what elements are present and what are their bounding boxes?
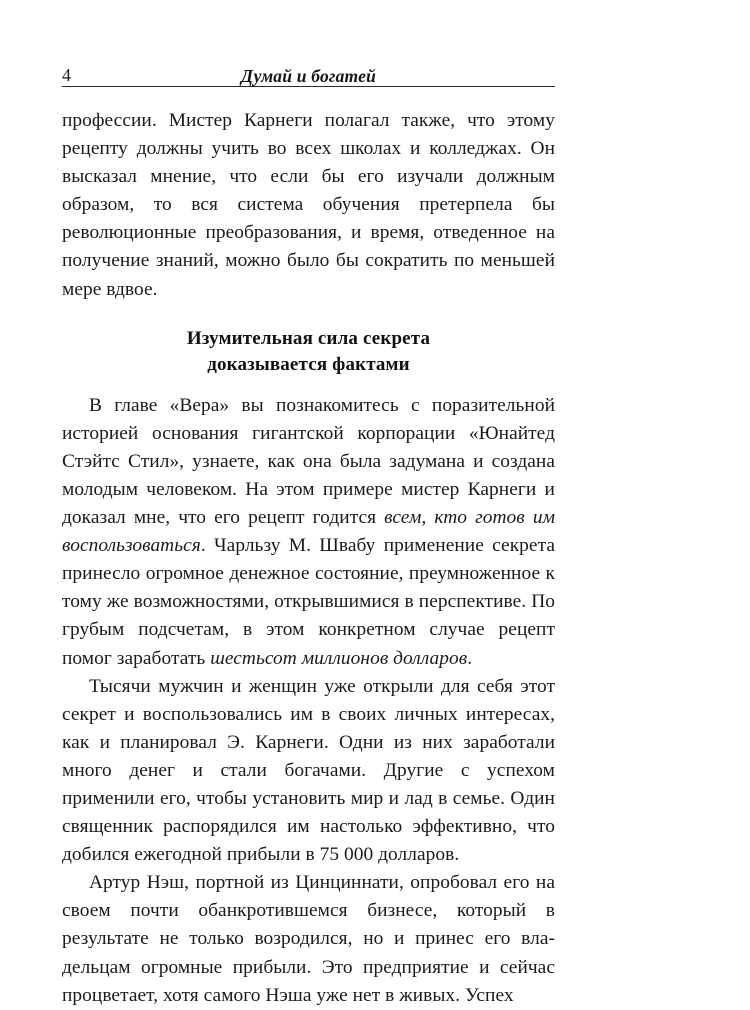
paragraph-run-2: . Чарльзу М. Швабу применение секрета принесло огромное денежное состояние, преумноженное к тому же возможностями, открывшимися в перспективе. По грубым подсчетам, в этом конкретном случае рецепт помог заработать bbox=[62, 535, 555, 669]
paragraph-continued: профессии. Мистер Карнеги полагал также, что этому рецепту должны учить во всех школах и колледжах. Он высказал мнение, что если бы его изучали должным образом, то вся система обучения претерпела бы революционные преобразования, и время, отведенное на получение знаний, можно было бы сократить по меньшей мере вдвое. bbox=[62, 110, 555, 300]
paragraph-run-1: В главе «Вера» вы познакомитесь с поразительной историей основания гигантской корпорации «Юнайтед Стэйтс Стил», узнаете, как она была задумана и создана молодым человеком. На этом примере мистер Карнеги и доказал мне, что его рецепт годится bbox=[62, 394, 555, 529]
emphasis-vsem-kto: всем, кто готов им воспользоваться bbox=[62, 507, 555, 557]
paragraph-arthur-nash: Артур Нэш, портной из Цинциннати, опробовал его на своем почти обанкротившемся бизнесе, который в результате не только возродился, но и принес его владельцам огромные прибыли. Это предприятие и сейчас процветает, хотя самого Нэша уже нет в живых. Успех bbox=[62, 872, 555, 1006]
page-content-area bbox=[62, 56, 555, 1010]
section-heading-line-2: доказывается фактами bbox=[207, 353, 410, 375]
page-number: 4 bbox=[62, 65, 71, 85]
emphasis-six-hundred-million: шестьсот миллионов долларов bbox=[210, 647, 468, 669]
paragraph-run-3: . bbox=[467, 647, 473, 669]
section-heading bbox=[62, 304, 555, 392]
paragraph-secret-proof bbox=[62, 392, 555, 673]
paragraph-thousands: Тысячи мужчин и женщин уже открыли для себя этот секрет и воспользовались им в своих личных интересах, как и планировал Э. Карнеги. Одни из них заработали много денег и стали богачами. Другие с успехом применили его, чтобы установить мир и лад в семье. Один священник распорядился им настолько эффективно, что добился ежегодной прибыли в 75 000 долларов. bbox=[62, 675, 555, 866]
book-title: Думай и богатей bbox=[240, 65, 377, 86]
body-text-column bbox=[62, 107, 555, 1010]
section-heading-line-1: Изумительная сила секрета bbox=[186, 327, 431, 349]
running-header bbox=[62, 56, 555, 87]
